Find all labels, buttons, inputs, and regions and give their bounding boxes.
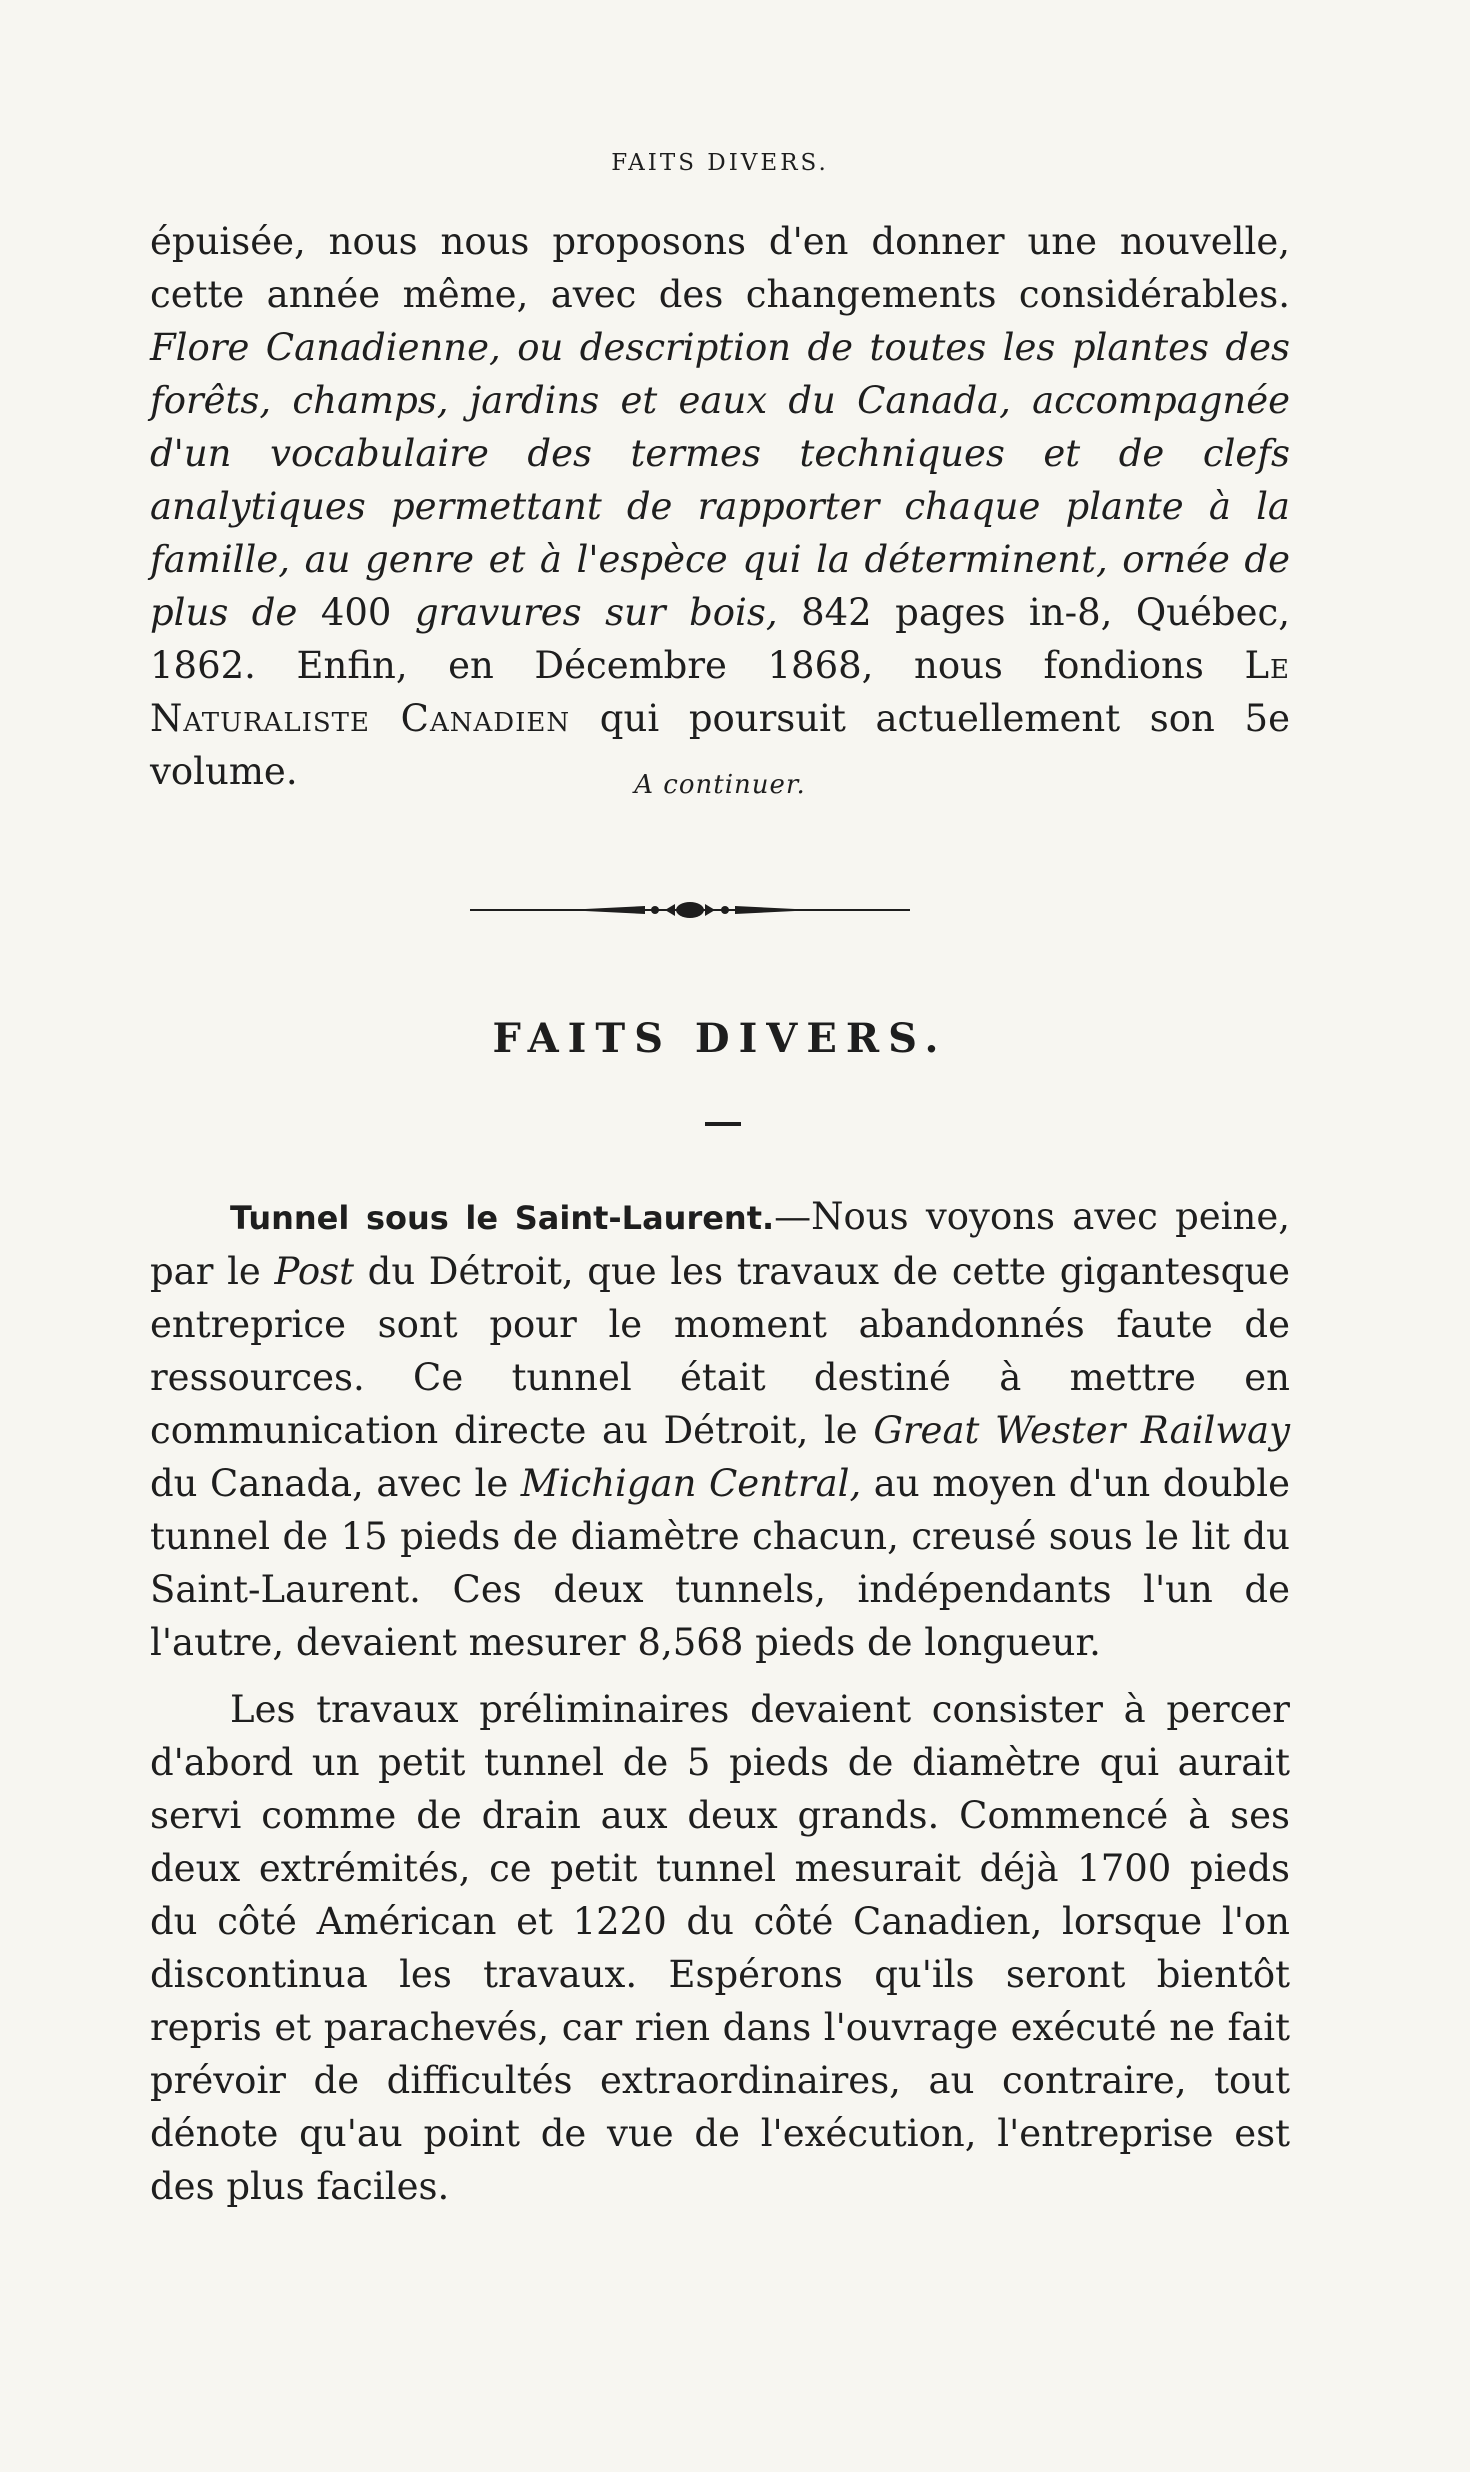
continued-text-block [150,215,1290,798]
article-headword: Tunnel sous le Saint-Laurent. [230,1199,775,1237]
text-span: au moyen d'un double tunnel de 15 pieds de diamètre chacun, creusé sous le lit du Saint-Laurent. Ces deux tunnels, indépendants l'un de l'autre, devaient mesurer 8,568 pieds de longueur. [150,1462,1290,1664]
article-block [150,1190,1290,2213]
section-title: FAITS DIVERS. [492,1015,948,1062]
text-span: 400 [297,591,415,634]
italic-span: Post [274,1250,354,1293]
text-span: du Canada, avec le [150,1462,521,1505]
text-span: —Nous voyons avec peine, par le [150,1195,1290,1293]
continued-paragraph [150,215,1290,798]
italic-span: Michigan Central, [520,1462,862,1505]
italic-span: gravures sur bois, [414,591,778,634]
article-paragraph-2: Les travaux préliminaires devaient consister à percer d'abord un petit tunnel de 5 pieds de diamètre qui aurait servi comme de drain aux deux grands. Commencé à ses deux extrémités, ce petit tunnel mesurait déjà 1700 pieds du côté Américan et 1220 du côté Canadien, lorsque l'on discontinua les travaux. Espérons qu'ils seront bientôt repris et parachevés, car rien dans l'ouvrage exécuté ne fait prévoir de difficultés extraordinaires, au contraire, tout dénote qu'au point de vue de l'exécution, l'entreprise est des plus faciles. [150,1688,1290,2208]
short-rule [705,1122,741,1126]
ornament-divider [470,895,910,925]
text-span: épuisée, nous nous proposons d'en donner une nouvelle, cette année même, avec des changements considérables. [150,220,1290,316]
italic-span: Great Wester Railway [873,1409,1290,1452]
text-span: du Détroit, que les travaux de cette gigantesque entreprice sont pour le moment abandonnés faute de ressources. Ce tunnel était destiné à mettre en communication directe au Détroit, le [150,1250,1290,1452]
article-paragraph-1 [150,1190,1290,1669]
continuation-note: A continuer. [634,770,806,800]
text-span: qui poursuit actuellement son 5e volume. [150,697,1290,793]
paragraph-gap [150,1669,1290,1683]
journal-name-smallcaps: Le Naturaliste Canadien [150,644,1290,740]
running-head: FAITS DIVERS. [611,150,829,176]
text-span: 842 pages in-8, Québec, 1862. Enfin, en Décembre 1868, nous fondions [150,591,1290,687]
book-title-italic: Flore Canadienne, ou description de toutes les plantes des forêts, champs, jardins et eaux du Canada, accompagnée d'un vocabulaire des termes techniques et de clefs analytiques permettant de rapporter chaque plante à la famille, au genre et à l'espèce qui la déterminent, ornée de plus de [150,326,1290,634]
